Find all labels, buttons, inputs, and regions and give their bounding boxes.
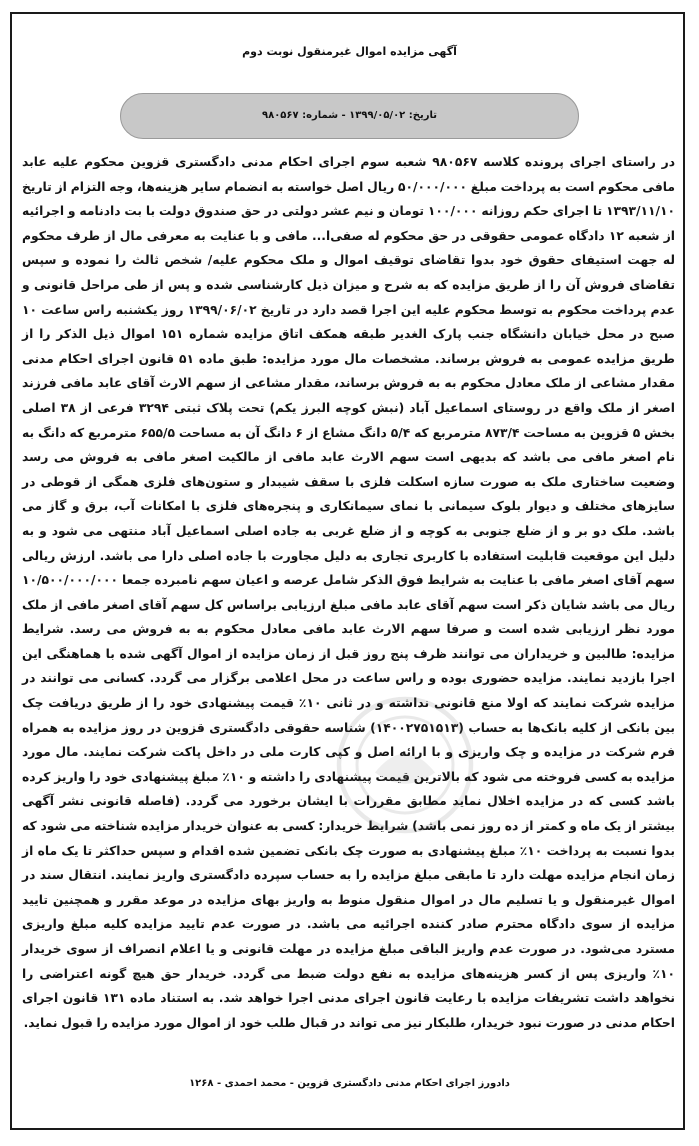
notice-title: آگهی مزایده اموال غیرمنقول نوبت دوم — [242, 45, 457, 58]
notice-body-text: در راستای اجرای پرونده کلاسه ۹۸۰۵۶۷ شعبه سوم اجرای احکام مدنی دادگستری قزوین محکوم علیه عابد مافی محکوم است به پرداخت مبلغ ۵۰/۰۰۰/۰۰۰ ریال اصل خواسته به انضمام سایر هزینه‌ها، وجه التزام از تاریخ ۱۳۹۳/۱۱/۱۰ تا اجرای حکم روزانه ۱۰۰/۰۰۰ تومان و نیم عشر دولتی در حق صندوق دولت با بت دادنامه و اجرائیه از شعبه ۱۲ دادگاه عمومی حقوقی در حق محکوم له صفی‌ا... مافی و با عنایت به معرفی مال از طرف محکوم له جهت استیفای حقوق خود بدوا تقاضای توقیف اموال و ملک محکوم علیه/ شخص ثالث را نموده و سپس تقاضای فروش آن را از طریق مزایده که به شرح و میزان ذیل کارشناسی شده و پس از طی مراحل قانونی و عدم پرداخت محکوم به توسط محکوم علیه این اجرا قصد دارد در تاریخ ۱۳۹۹/۰۶/۰۲ روز یکشنبه راس ساعت ۱۰ صبح در محل خیابان دانشگاه جنب پارک الغدیر طبقه همکف اتاق مزایده شماره ۱۵۱ اموال ذیل الذکر را از طریق مزایده عمومی به فروش برساند. مشخصات مال مورد مزایده: طبق ماده ۵۱ قانون اجرای احکام مدنی مقدار مشاعی از ملک معادل محکوم به به فروش برساند، مقدار مشاعی از سهم الارث آقای عابد مافی فرزند اصغر از ملک واقع در روستای اسماعیل آباد (نبش کوچه البرز یکم) تحت پلاک ثبتی ۳۲۹۴ فرعی از ۳۸ اصلی بخش ۵ قزوین به مساحت ۸۷۳/۴ مترمربع که ۵/۴ دانگ مشاع از ۶ دانگ آن به مساحت ۶۵۵/۵ مترمربع که دانگ به نام اصغر مافی می باشد که بدیهی است سهم الارث عابد مافی از مالکیت اصغر مافی به فروش می رسد وضعیت ساختاری ملک به صورت سازه اسکلت فلزی با سقف شیبدار و ستون‌های فلزی همگی از قوطی در سایزهای مختلف و دیوار بلوک سیمانی با نمای سیمانکاری و پنجره‌های فلزی با امکانات آب، برق و گاز می باشد. ملک دو بر و از ضلع جنوبی به کوچه و از ضلع غربی به جاده اصلی اسماعیل آباد منتهی می شود و به دلیل این موقعیت قابلیت استفاده با کاربری تجاری به دلیل مجاورت با جاده اصلی دارا می باشد. ارزش ریالی سهم آقای اصغر مافی با عنایت به شرایط فوق الذکر شامل عرصه و اعیان سهم نامبرده جمعا ۱۰/۵۰۰/۰۰۰/۰۰۰ ریال می باشد شایان ذکر است سهم آقای عابد مافی مبلغ ارزیابی براساس کل سهم آقای اصغر مافی از ملک مورد نظر ارزیابی شده است و صرفا سهم الارث عابد مافی معادل محکوم به به فروش می رسد. شرایط مزایده: طالبین و خریداران می توانند ظرف پنج روز قبل از زمان مزایده از اموال آگهی شده با هماهنگی این اجرا بازدید نمایند. مزایده حضوری بوده و راس ساعت در محل اعلامی برگزار می گردد. کسانی می توانند در مزایده شرکت نمایند که اولا منع قانونی نداشته و در ثانی ۱۰٪ قیمت پیشنهادی خود را از طریق دریافت چک بین بانکی از کلیه بانک‌ها به حساب (۱۴۰۰۲۷۵۱۵۱۳) شناسه حقوقی دادگستری قزوین در روز مزایده به همراه فرم شرکت در مزایده و چک واریزی و با ارائه اصل و کپی کارت ملی در داخل پاکت شرکت نمایند. مال مورد مزایده به کسی فروخته می شود که بالاترین قیمت پیشنهادی را داشته و ۱۰٪ مبلغ پیشنهادی خود را واریز کرده باشد کسی که در مزایده اخلال نماید مطابق مقررات با ایشان برخورد می گردد. (فاصله قانونی نشر آگهی بیشتر از یک ماه و کمتر از ده روز نمی باشد) شرایط خریدار: کسی به عنوان خریدار مزایده شناخته می شود که بدوا نسبت به پرداخت ۱۰٪ مبلغ پیشنهادی به صورت چک بانکی تضمین شده اقدام و سپس حداکثر تا یک ماه از زمان انجام مزایده مهلت دارد تا مابقی مبلغ مزایده را به حساب سپرده دادگستری واریز نمایند. انتقال سند در اموال غیرمنقول و یا تسلیم مال در اموال منقول منوط به واریز بهای مزایده در موعد مقرر و همچنین تایید مزایده از سوی دادگاه محترم صادر کننده اجرائیه می باشد. در صورت عدم تایید مزایده کلیه مبلغ واریزی مسترد می‌شود. در صورت عدم واریز الباقی مبلغ مزایده در مهلت قانونی و یا اعلام انصراف از سوی خریدار ۱۰٪ واریزی پس از کسر هزینه‌های مزایده به نفع دولت ضبط می گردد. خریدار حق هیچ گونه اعتراضی را نخواهد داشت تشریفات مزایده با رعایت قانون اجرای مدنی اجرا خواهد شد. به استناد ماده ۱۳۱ قانون اجرای احکام مدنی در صورت نبود خریدار، طلبکار نیز می تواند در قبال طلب خود از اموال مورد مزایده را قبول نماید. — [22, 155, 676, 1030]
date-number-banner: تاریخ: ۱۳۹۹/۰۵/۰۲ - شماره: ۹۸۰۵۶۷ — [120, 93, 579, 139]
signature-line: دادورز اجرای احکام مدنی دادگستری قزوین - محمد احمدی - ۱۲۶۸ — [189, 1078, 510, 1089]
